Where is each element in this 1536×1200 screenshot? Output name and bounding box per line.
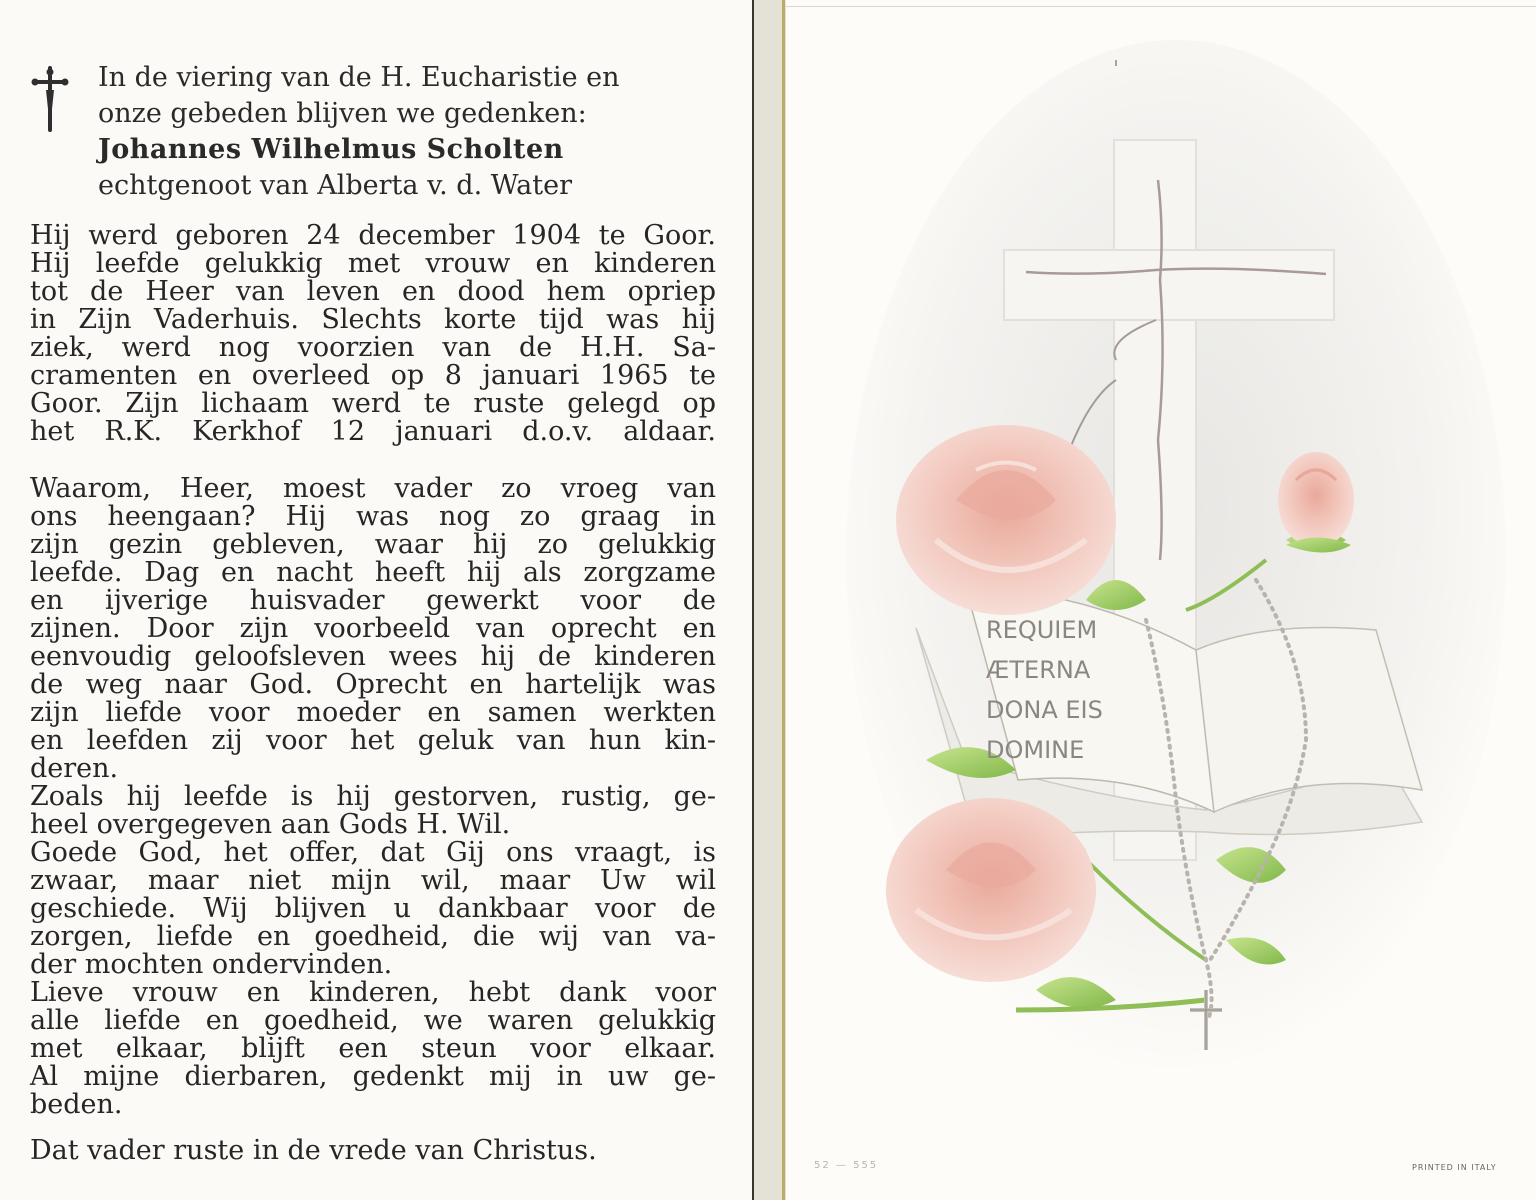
fold-edge <box>752 0 754 1200</box>
rose-bottom-left <box>886 798 1096 982</box>
text-line: deren. <box>30 753 119 784</box>
text-line: geschiede. Wij blijven u dankbaar voor de <box>30 893 716 924</box>
text-line: Lieve vrouw en kinderen, hebt dank voor <box>30 977 716 1008</box>
text-line: het R.K. Kerkhof 12 januari d.o.v. aldaar. <box>30 416 716 447</box>
intro-line: In de viering van de H. Eucharistie en <box>98 62 620 93</box>
text-line: beden. <box>30 1089 123 1120</box>
text-line: Waarom, Heer, moest vader zo vroeg van <box>30 473 716 504</box>
fold-edge-gold <box>782 0 785 1200</box>
print-code: 52 — 555 <box>814 1160 879 1171</box>
text-line: zijnen. Door zijn voorbeeld van oprecht en <box>30 613 716 644</box>
deceased-name: Johannes Wilhelmus Scholten <box>98 134 564 165</box>
intro-block <box>98 60 718 204</box>
inscription-line: ÆTERNA <box>986 656 1091 684</box>
text-line: en leefden zij voor het geluk van hun kin- <box>30 725 716 756</box>
remembrance-paragraph <box>30 475 716 1119</box>
text-line: Goor. Zijn lichaam werd te ruste gelegd op <box>30 388 716 419</box>
printed-in-label: PRINTED IN ITALY <box>1412 1163 1497 1172</box>
book-inscription <box>986 610 1156 770</box>
text-line: der mochten ondervinden. <box>30 949 393 980</box>
spouse-line: echtgenoot van Alberta v. d. Water <box>98 170 572 201</box>
text-line: in Zijn Vaderhuis. Slechts korte tijd was hij <box>30 304 716 335</box>
text-line: met elkaar, blijft een steun voor elkaar. <box>30 1033 716 1064</box>
inscription-line: REQUIEM <box>986 616 1098 644</box>
obituary-text-card <box>0 0 752 1200</box>
text-line: zorgen, liefde en goedheid, die wij van va- <box>30 921 716 952</box>
text-line: cramenten en overleed op 8 januari 1965 te <box>30 360 716 391</box>
text-line: Al mijne dierbaren, gedenkt mij in uw ge- <box>30 1061 716 1092</box>
text-line: Zoals hij leefde is hij gestorven, rustig, ge- <box>30 781 716 812</box>
text-line: tot de Heer van leven en dood hem opriep <box>30 276 716 307</box>
text-line: eenvoudig geloofsleven wees hij de kinderen <box>30 641 716 672</box>
text-line: Hij werd geboren 24 december 1904 te Goor. <box>30 220 716 251</box>
rose-top-left <box>896 425 1116 615</box>
rose-cross-illustration <box>786 0 1536 1200</box>
biography-paragraph <box>30 222 716 446</box>
text-line: de weg naar God. Oprecht en hartelijk was <box>30 669 716 700</box>
text-line: Goede God, het offer, dat Gij ons vraagt, is <box>30 837 716 868</box>
text-line: alle liefde en goedheid, we waren gelukkig <box>30 1005 716 1036</box>
cross-icon <box>30 66 70 132</box>
intro-line: onze gebeden blijven we gedenken: <box>98 98 587 129</box>
text-line: zijn gezin gebleven, waar hij zo gelukkig <box>30 529 716 560</box>
illustration-card <box>786 0 1536 1200</box>
closing-line: Dat vader ruste in de vrede van Christus. <box>30 1135 597 1166</box>
text-line: Hij leefde gelukkig met vrouw en kinderen <box>30 248 716 279</box>
text-line: zwaar, maar niet mijn wil, maar Uw wil <box>30 865 716 896</box>
text-line: ziek, werd nog voorzien van de H.H. Sa- <box>30 332 716 363</box>
inscription-line: DONA EIS <box>986 696 1103 724</box>
card-fold <box>752 0 786 1200</box>
text-line: ons heengaan? Hij was nog zo graag in <box>30 501 716 532</box>
text-line: heel overgegeven aan Gods H. Wil. <box>30 809 511 840</box>
inscription-line: DOMINE <box>986 736 1085 764</box>
text-line: zijn liefde voor moeder en samen werkten <box>30 697 716 728</box>
text-line: en ijverige huisvader gewerkt voor de <box>30 585 716 616</box>
text-line: leefde. Dag en nacht heeft hij als zorgzame <box>30 557 716 588</box>
